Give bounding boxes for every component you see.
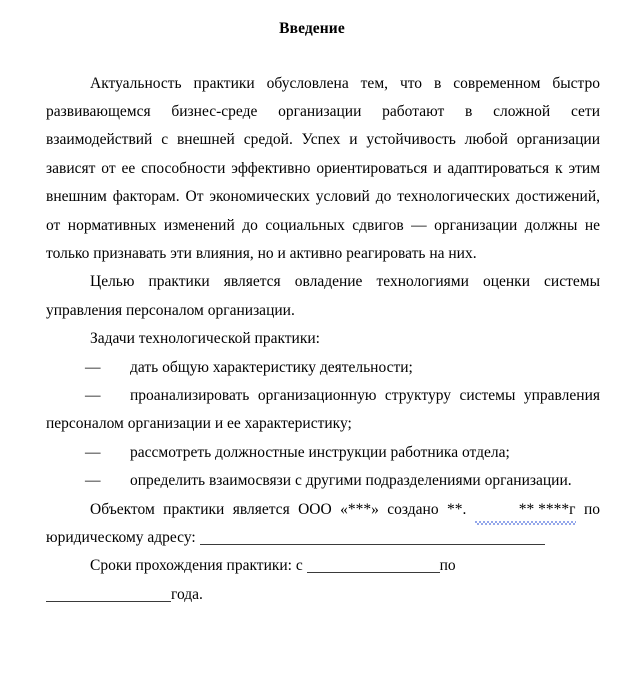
em-dash-bullet-icon: — <box>85 443 101 461</box>
spellcheck-token-text: ** ****г <box>518 500 576 518</box>
paragraph-tasks-heading: Задачи технологической практики: <box>90 330 320 348</box>
terms-lead-text: Сроки прохождения практики: <box>90 557 292 575</box>
em-dash-bullet-icon: — <box>85 358 101 376</box>
spellcheck-flagged-token <box>475 496 576 524</box>
task-item-2 <box>46 382 600 439</box>
em-dash-bullet-icon: — <box>85 472 101 490</box>
paragraph-goal: Целью практики является овладение технологиями оценки системы управления персоналом организации. <box>46 273 600 319</box>
address-blank-line[interactable] <box>200 544 545 545</box>
date-to-blank-line[interactable] <box>46 601 171 602</box>
paragraph-terms <box>46 552 600 580</box>
task-item-1 <box>46 354 600 382</box>
object-lead-text: Объектом практики является ООО «***» создано **. <box>90 500 467 518</box>
paragraph-terms-continuation <box>46 581 600 609</box>
task-item-2-label: проанализировать организационную структуру системы управления персоналом организации и ее характеристику; <box>46 386 600 433</box>
task-item-4-label: определить взаимосвязи с другими подразделениями организации. <box>130 472 572 490</box>
object-tail-text: по юридическому адресу: <box>46 500 600 546</box>
page-title: Введение <box>279 20 345 37</box>
task-item-4 <box>46 467 600 495</box>
task-item-3 <box>46 439 600 467</box>
document-body <box>0 70 624 610</box>
task-item-3-label: рассмотреть должностные инструкции работника отдела; <box>130 443 510 461</box>
paragraph-object <box>46 496 600 553</box>
em-dash-bullet-icon: — <box>85 386 101 404</box>
terms-to-label: по <box>439 557 456 575</box>
terms-from-label: с <box>295 557 303 575</box>
date-from-blank-line[interactable] <box>307 572 440 573</box>
terms-year-label: года. <box>171 585 203 603</box>
paragraph-relevance: Актуальность практики обусловлена тем, что в современном быстро развивающемся бизнес-среде организации работают в сложной сети взаимодействий с внешней средой. Успех и устойчивость любой организации зависят от ее способности эффективно ориентироваться и адаптироваться к этим внешним факторам. От экономических условий до технологических достижений, от нормативных изменений до социальных сдвигов — организации должны не только признавать эти влияния, но и активно реагировать на них. <box>46 74 600 262</box>
task-item-1-label: дать общую характеристику деятельности; <box>130 358 413 376</box>
